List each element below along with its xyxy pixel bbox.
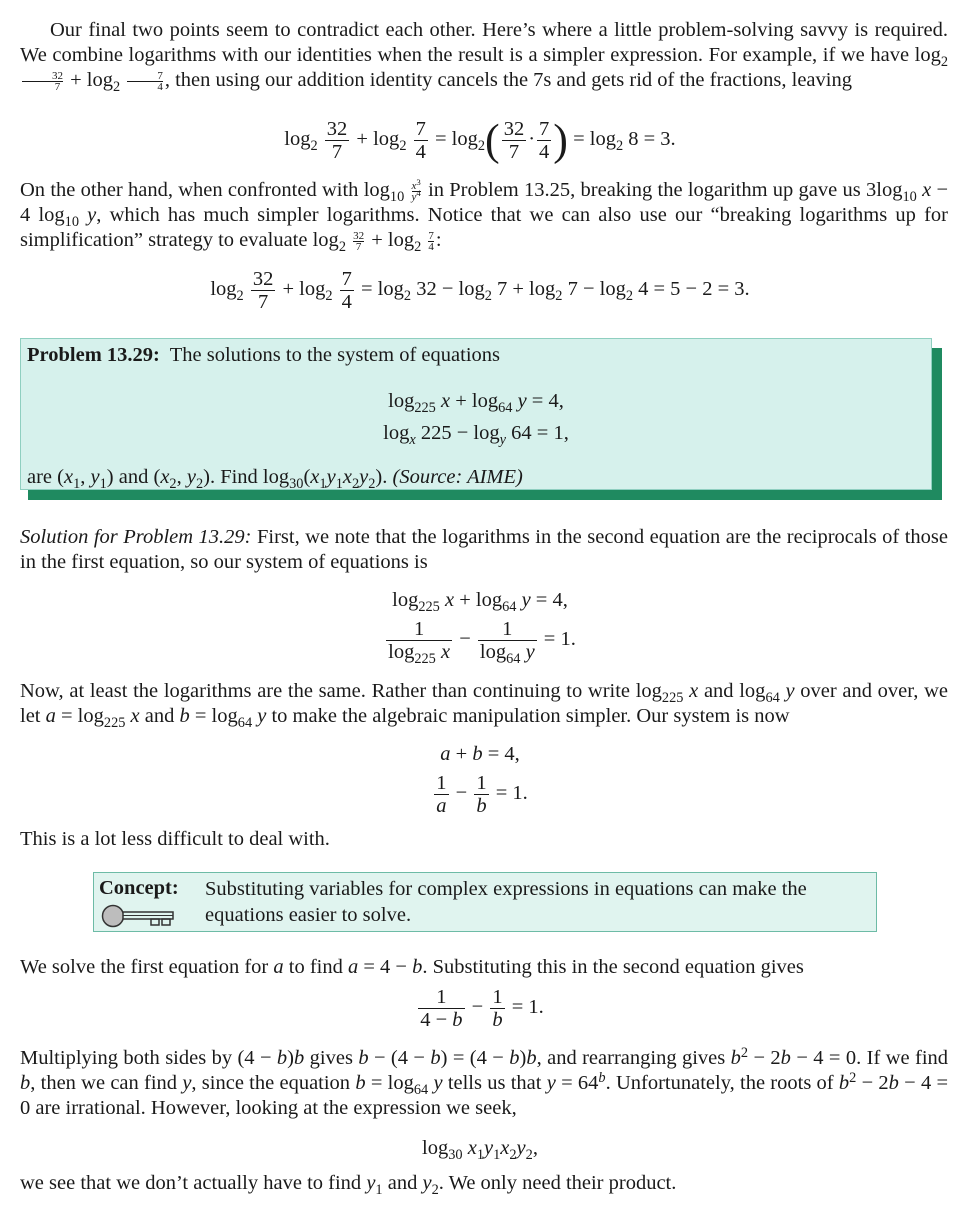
product-paragraph: we see that we don’t actually have to find $y_1$ and $y_2$. We only need their product. [20,1172,677,1198]
text-span: , which has much simpler logarithms. Notice that we can also use our “breaking logarithms up for simplification” strategy to evaluate [20,204,948,251]
text-span: . Substituting this in the second equation gives [422,956,804,978]
text-span: : [435,229,442,251]
text-span: we see that we don’t actually have to find [20,1172,367,1194]
text-span: We solve the first equation for [20,956,274,978]
problem-equation-2: $\log_x 225 - \log_y 64 = 1$, [383,422,569,448]
problem-question: are ($x_1$, $y_1$) and ($x_2$, $y_2$). Find $\log_{30}(x_1y_1x_2y_2)$. (Source: AIME) [27,466,523,492]
solution-paragraph [20,525,948,575]
text-span: in Problem 13.25, breaking the logarithm up gave us 3 [422,179,877,201]
text-span: . Unfortunately, the roots of [605,1072,839,1094]
fraction-7-4: $\frac{7}{4}$ [127,71,163,92]
equation-log-sum-combined: $\log_2$ $\frac{32}{7}$ + $\log_2$ $\frac{7}{4}$ = $\log_2$( $\frac{32}{7}$ · $\frac{7}{4}$ ) = $\log_2 8 = 3$. [284,115,676,165]
breaking-up-paragraph: On the other hand, when confronted with $\log_{10}$ $\frac{x^3}{y^4}$ in Problem 13.25, breaking the logarithm up gave us $3\log_{10}$ x − 4 $\log_{10} y$, which has much simpler logarithms. Notice that we can also use our “breaking logarithms up for simplification” strategy to evaluate $\log_2$ $\frac{32}{7}$ + $\log_2$ $\frac{7}{4}$ : [20,176,949,255]
text-span: Multiplying both sides by (4 − [20,1047,277,1069]
text-span: , since the equation [191,1072,356,1094]
text-span: Our final two points seem to contradict each other. Here’s where a little problem-solving savvy is required. We combine logarithms with our identities when the result is a simpler expression. For example, if we have [20,19,948,66]
quadratic-paragraph: Multiplying both sides by (4 − b)b gives b − (4 − b) = (4 − b)b, and rearranging gives $b^2 - 2b - 4 = 0$. If we find b, then we can find y, since the equation $b = \log_{64} y$ tells us that $y = 64^b$. Unfortunately, the roots of $b^2 - 2b - 4 = 0$ are irrational. However, looking at the expression we seek, [20,1045,949,1119]
concept-box [93,872,877,932]
text-span: , then we can find [30,1072,183,1094]
text-span: to find [283,956,348,978]
solution-label: Solution for Problem 13.29: [20,526,252,548]
concept-label: Concept: [99,877,179,899]
text-span: , then using our addition identity cancels the 7s and gets rid of the fractions, leaving [164,69,852,91]
text-span: are irrational. However, looking at the expression we seek, [30,1097,517,1119]
text-span: . If we find [856,1047,949,1069]
key-icon [101,904,175,928]
text-span: tells us that [442,1072,547,1094]
equation-log-sum-split: $\log_2$ $\frac{32}{7}$ + $\log_2$ $\frac{7}{4}$ = $\log_2 32 - \log_2 7 + \log_2 7 - \log_2 4 = 5 - 2 = 3$. [210,268,750,313]
equation-system-1: $\log_{225} x + \log_{64} y = 4$, [392,589,568,615]
solve-for-a-paragraph: We solve the first equation for a to find a = 4 − b. Substituting this in the second equation gives [20,956,804,978]
text-span: and [382,1172,423,1194]
problem-equation-1: $\log_{225} x + \log_{64} y = 4$, [388,390,564,416]
text-span: On the other hand, when confronted with [20,179,364,201]
equation-system-reciprocal: $\frac{1}{\log_{225} x}$ − $\frac{1}{\log_{64} y}$ = 1. [388,618,576,667]
text-span: gives [304,1047,359,1069]
problem-intro: The solutions to the system of equations [169,344,500,366]
text-span: and [698,680,740,702]
problem-statement [27,343,925,368]
equation-ab-reciprocal: $\frac{1}{a}$ − $\frac{1}{b}$ = 1. [436,772,528,817]
concept-text: Substituting variables for complex expressions in equations can make the equations easier to solve. [205,878,807,926]
text-span: , and rearranging gives [536,1047,731,1069]
problem-label: Problem 13.29: [27,344,160,366]
text-span: First, we note that the logarithms in the second equation are the reciprocals of those in the first equation, so our system of equations is [20,526,948,573]
problem-source: (Source: AIME) [392,466,523,488]
easier-paragraph: This is a lot less difficult to deal with. [20,828,330,850]
problem-box [20,338,932,490]
substitution-paragraph: Now, at least the logarithms are the same. Rather than continuing to write $\log_{225} x$ and $\log_{64} y$ over and over, we let $a = \log_{225} x$ and $b = \log_{64} y$ to make the algebraic manipulation simpler. Our system is now [20,680,949,731]
text-span: over and over, we let [20,680,949,727]
text-span: . We only need their product. [438,1172,677,1194]
text-span: Now, at least the logarithms are the same. Rather than continuing to write [20,680,636,702]
text-span: to make the algebraic manipulation simpler. Our system is now [266,705,790,727]
equation-target-expression: $\log_{30} x_1y_1x_2y_2$, [422,1137,538,1163]
fraction-32-7: $\frac{32}{7}$ [22,71,63,92]
equation-substituted: $\frac{1}{4 - b}$ − $\frac{1}{b}$ = 1. [420,986,544,1031]
equation-ab-sum: a + b = 4, [440,743,520,765]
intro-paragraph: Our final two points seem to contradict each other. Here’s where a little problem-solving savvy is required. We combine logarithms with our identities when the result is a simpler expression. For example, if we have $\log_2$ $\frac{32}{7}$ + $\log_2$ $\frac{7}{4}$ , then using our addition identity cancels the 7s and gets rid of the fractions, leaving [20,19,948,95]
